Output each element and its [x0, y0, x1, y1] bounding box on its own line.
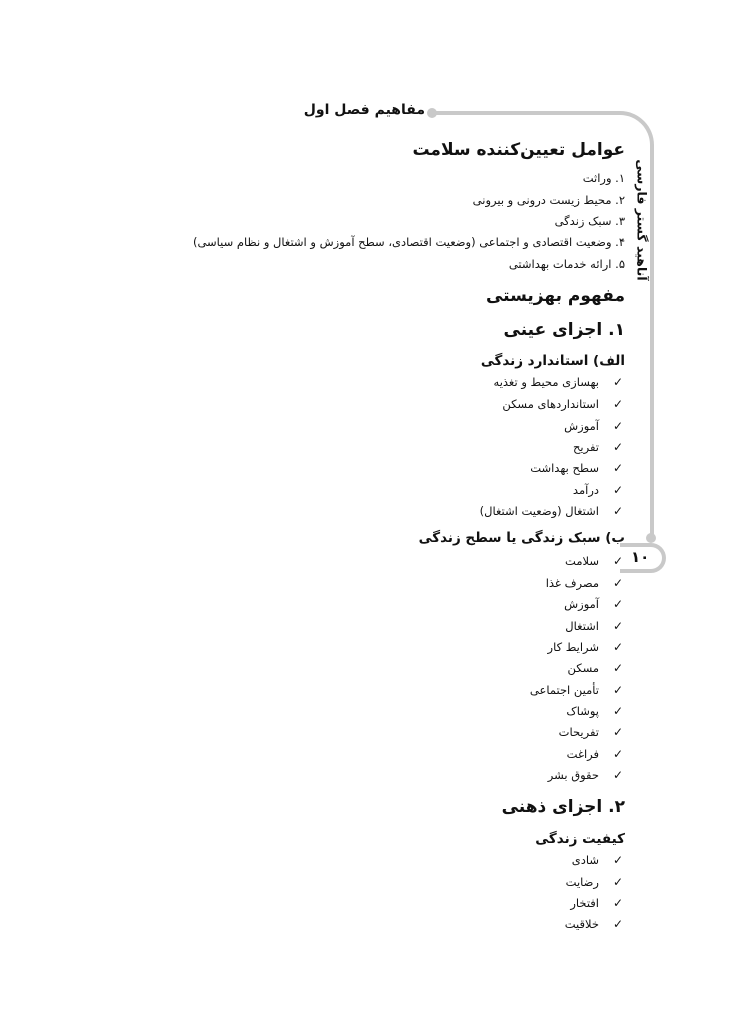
check-item	[548, 768, 625, 782]
side-book-title-text: آناهید گستر فارسی	[634, 159, 650, 281]
check-icon: ✓	[612, 440, 624, 454]
check-item-label: خلاقیت	[564, 917, 599, 931]
check-icon: ✓	[612, 875, 624, 889]
page-number: ۱۰	[631, 548, 650, 566]
part-title-objective: ۱. اجزای عینی	[503, 320, 625, 340]
check-item-label: سلامت	[565, 554, 599, 568]
check-item	[567, 661, 625, 675]
check-item	[573, 483, 625, 497]
check-icon: ✓	[612, 597, 624, 611]
check-item-label: تفریح	[573, 440, 599, 454]
check-item	[530, 461, 625, 475]
check-item-label: شادی	[571, 853, 599, 867]
check-item	[494, 375, 625, 389]
check-icon: ✓	[612, 504, 624, 518]
list-item: ۴. وضعیت اقتصادی و اجتماعی (وضعیت اقتصادی، سطح آموزش و اشتغال و نظام سیاسی)	[192, 235, 625, 249]
check-icon: ✓	[612, 483, 624, 497]
check-item-label: تفریحات	[558, 725, 599, 739]
check-item-label: افتخار	[570, 896, 599, 910]
check-item-label: پوشاک	[566, 704, 599, 718]
check-icon: ✓	[612, 397, 624, 411]
list-item: ۲. محیط زیست درونی و بیرونی	[472, 193, 625, 207]
check-icon: ✓	[612, 661, 624, 675]
check-item	[570, 896, 625, 910]
check-icon: ✓	[612, 725, 624, 739]
subsection-title-standard-of-living: الف) استاندارد زندگی	[480, 353, 625, 369]
check-icon: ✓	[612, 619, 624, 633]
check-icon: ✓	[612, 419, 624, 433]
header-rail	[432, 111, 620, 115]
check-icon: ✓	[612, 853, 624, 867]
list-item: ۳. سبک زندگی	[554, 214, 625, 228]
chapter-title: مفاهیم فصل اول	[303, 102, 425, 118]
check-item	[502, 397, 625, 411]
check-icon: ✓	[612, 554, 624, 568]
check-item-label: تأمین اجتماعی	[529, 683, 599, 697]
check-item	[480, 504, 625, 518]
check-icon: ✓	[612, 683, 624, 697]
check-icon: ✓	[612, 768, 624, 782]
check-icon: ✓	[612, 896, 624, 910]
check-item	[565, 917, 625, 931]
check-item-label: حقوق بشر	[547, 768, 599, 782]
check-item	[566, 875, 625, 889]
check-icon: ✓	[612, 461, 624, 475]
list-item: ۵. ارائه خدمات بهداشتی	[508, 257, 625, 271]
check-icon: ✓	[612, 640, 624, 654]
check-item-label: مصرف غذا	[545, 576, 599, 590]
subsection-title-lifestyle: ب) سبک زندگی یا سطح زندگی	[418, 530, 625, 546]
check-item-label: شرایط کار	[547, 640, 599, 654]
check-item-label: اشتغال	[565, 619, 599, 633]
subsection-title-quality-of-life: کیفیت زندگی	[535, 831, 625, 847]
check-item-label: آموزش	[564, 597, 599, 611]
check-item-label: بهسازی محیط و تغذیه	[493, 375, 599, 389]
check-item	[573, 440, 625, 454]
check-item-label: فراغت	[566, 747, 599, 761]
check-item	[548, 640, 625, 654]
check-icon: ✓	[612, 747, 624, 761]
list-item: ۱. وراثت	[582, 171, 625, 185]
part-title-subjective: ۲. اجزای ذهنی	[501, 797, 625, 817]
check-item-label: آموزش	[564, 419, 599, 433]
check-item	[565, 554, 625, 568]
check-item	[564, 419, 625, 433]
side-book-title	[628, 145, 656, 295]
check-item	[546, 576, 625, 590]
section-title-wellbeing: مفهوم بهزیستی	[485, 286, 625, 306]
check-item	[565, 619, 625, 633]
check-item-label: اشتغال (وضعیت اشتغال)	[479, 504, 599, 518]
check-item	[567, 747, 625, 761]
check-icon: ✓	[612, 704, 624, 718]
check-item	[530, 683, 625, 697]
check-item-label: درآمد	[572, 483, 599, 497]
check-icon: ✓	[612, 375, 624, 389]
check-item-label: رضایت	[565, 875, 599, 889]
check-icon: ✓	[612, 576, 624, 590]
check-item	[566, 704, 625, 718]
check-item	[564, 597, 625, 611]
check-item	[572, 853, 625, 867]
check-item-label: مسکن	[567, 661, 599, 675]
side-rail-dot	[646, 533, 656, 543]
check-item-label: سطح بهداشت	[530, 461, 599, 475]
check-icon: ✓	[612, 917, 624, 931]
check-item-label: استانداردهای مسکن	[502, 397, 599, 411]
section-title-health-determinants: عوامل تعیین‌کننده سلامت	[412, 140, 625, 160]
check-item	[559, 725, 625, 739]
